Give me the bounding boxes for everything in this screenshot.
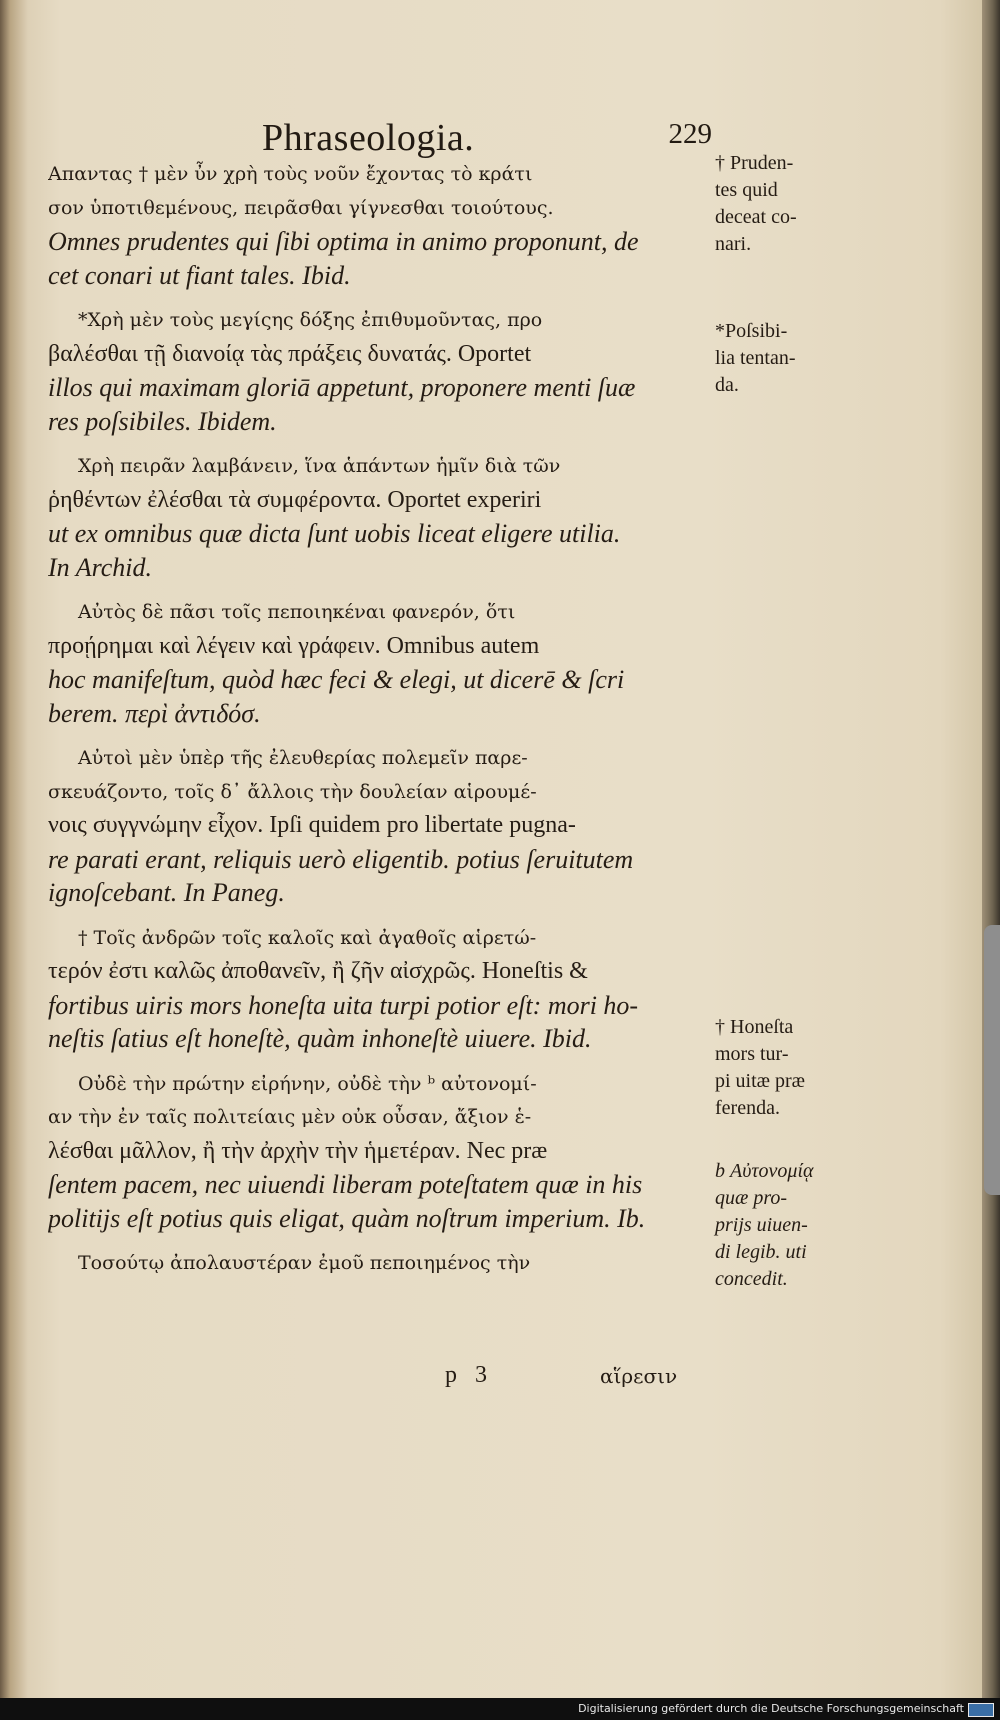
margin-note-line: mors tur- [715,1043,789,1065]
margin-note-line: b Αὐτονομίᾳ [715,1160,814,1182]
text-line: ſentem pacem, nec uiuendi liberam poteſtatem quæ in his [48,1170,643,1199]
paragraph-gap [48,584,708,596]
text-line: politijs eſt potius quis eligat, quàm noſtrum imperium. Ib. [48,1203,646,1233]
margin-note-line: ferenda. [715,1097,780,1119]
margin-note [715,318,845,399]
text-line: hoc manifeſtum, quòd hæc feci & elegi, ut dicerē & ſcri [48,665,625,694]
text-line: νοις συγγνώμην εἶχον. Ipſi quidem pro libertate pugna- [48,812,576,838]
margin-note-line: pi uitæ præ [715,1070,806,1092]
text-line: In Archid. [48,552,152,582]
text-line: Omnes prudentes qui ſibi optima in animo proponunt, de [48,227,639,256]
margin-note-line: lia tentan- [715,347,796,369]
text-line: αν τὴν ἐν ταῖς πολιτείαις μὲν οὐκ οὖσαν, ἄξιον ἑ- [48,1106,532,1128]
text-line: berem. περὶ ἀντιδόσ. [48,698,261,728]
margin-note-line: concedit. [715,1268,788,1290]
page-header [262,116,722,164]
text-line: fortibus uiris mors honeſta uita turpi potior eſt: mori ho- [48,990,639,1020]
text-line: σκευάζοντο, τοῖς δ᾽ ἄλλοις τὴν δουλείαν αἱρουμέ- [48,780,537,803]
text-line: ignoſcebant. In Paneg. [48,878,285,907]
paragraph-gap [48,438,708,450]
margin-note-line: prijs uiuen- [715,1214,808,1236]
text-line: Απαντας † μὲν ὖν χρὴ τοὺς νοῦν ἔχοντας τὸ κράτι [48,163,533,185]
text-line: βαλέσθαι τῇ διανοίᾳ τὰς πράξεις δυνατάς. Oportet [48,340,532,367]
text-line: ῥηθέντων ἐλέσθαι τὰ συμφέροντα. Oportet experiri [48,486,542,513]
page-number: 229 [668,118,712,150]
text-line: Αὐτοὶ μὲν ὑπὲρ τῆς ἐλευθερίας πολεμεῖν παρε- [78,747,528,769]
paragraph-gap [48,1056,708,1068]
margin-note [715,150,845,258]
margin-note-line: *Poſsibi- [715,320,788,342]
text-line: res poſsibiles. Ibidem. [48,406,277,436]
book-edge [982,0,1000,1720]
text-line: illos qui maximam gloriā appetunt, proponere menti ſuæ [48,373,636,402]
margin-note-line: di legib. uti [715,1241,807,1263]
text-line: προῄρημαι καὶ λέγειν καὶ γράφειν. Omnibus autem [48,632,540,659]
paragraph-gap [48,910,708,922]
signature-line [445,1362,745,1402]
text-line: σον ὑποτιθεμένους, πειρᾶσθαι γίγνεσθαι τοιούτους. [48,196,554,219]
text-line: re parati erant, reliquis uerò eligentib. potius ſeruitutem [48,844,634,874]
paragraph-gap [48,730,708,742]
paragraph-gap [48,1235,708,1247]
digitization-footer [0,1698,1000,1720]
dfg-logo-icon [968,1703,994,1717]
text-line: τερόν ἐστι καλῶς ἀποθανεῖν, ἢ ζῆν αἰσχρῶς. Honeſtis & [48,958,588,984]
signature-mark: p 3 [445,1362,493,1388]
main-text-block [48,158,708,1281]
text-line: *Χρὴ μὲν τοὺς μεγίςης δόξης ἐπιθυμοῦντας, προ [78,309,543,331]
margin-note-line: nari. [715,233,752,255]
margin-note-line: da. [715,374,739,396]
text-line: cet conari ut fiant tales. Ibid. [48,260,351,290]
text-line: neſtis ſatius eſt honeſtè, quàm inhoneſtè uiuere. Ibid. [48,1024,592,1053]
text-line: ut ex omnibus quæ dicta ſunt uobis liceat eligere utilia. [48,519,621,548]
margin-note-line: † Pruden- [715,152,794,174]
margin-note-line: deceat co- [715,206,797,228]
text-line: λέσθαι μᾶλλον, ἢ τὴν ἀρχὴν τὴν ἡμετέραν. Nec præ [48,1137,548,1164]
book-tab [984,925,1000,1195]
text-line: † Τοῖς ἀνδρῶν τοῖς καλοῖς καὶ ἀγαθοῖς αἱρετώ- [78,926,537,949]
text-line: Τοσούτῳ ἀπολαυστέραν ἐμοῦ πεποιημένος τὴν [78,1252,531,1274]
text-line: Αὐτὸς δὲ πᾶσι τοῖς πεποιηκέναι φανερόν, ὅτι [78,601,516,623]
catchword: αἵρεσιν [600,1364,678,1388]
margin-note-line: † Honeſta [715,1016,794,1038]
margin-note [715,1158,845,1293]
paragraph-gap [48,292,708,304]
running-title: Phraseologia. [262,117,475,159]
text-line: Χρὴ πειρᾶν λαμβάνειν, ἵνα ἁπάντων ἡμῖν διὰ τῶν [78,455,561,477]
text-line: Οὐδὲ τὴν πρώτην εἰρήνην, οὐδὲ τὴν ᵇ αὐτονομί- [78,1072,537,1095]
margin-note [715,1014,845,1122]
margin-note-line: quæ pro- [715,1187,788,1209]
margin-note-line: tes quid [715,179,778,201]
footer-credit: Digitalisierung gefördert durch die Deutsche Forschungsgemeinschaft [578,1702,964,1715]
